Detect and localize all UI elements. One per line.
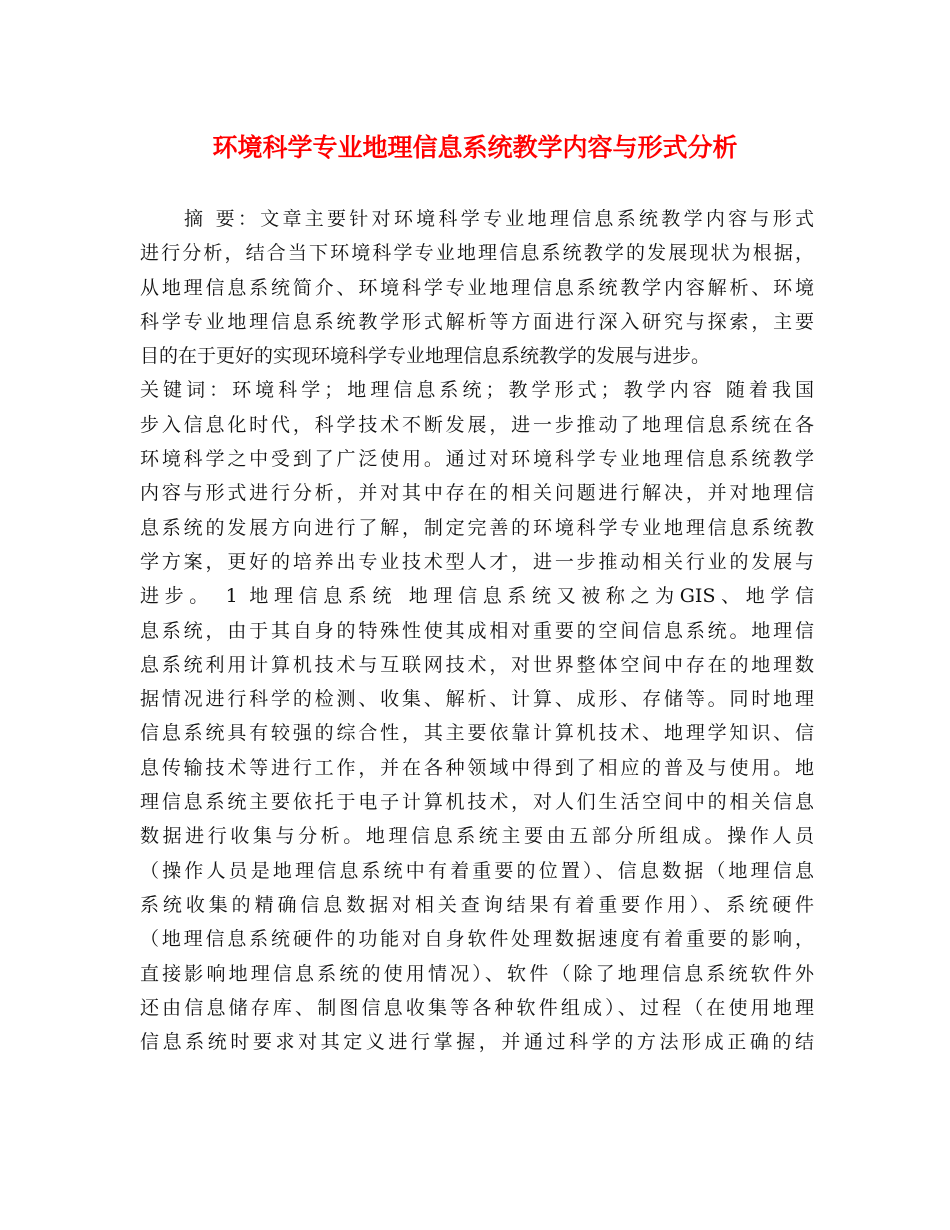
text-line: 还由信息储存库、制图信息收集等各种软件组成）、过程（在使用地理	[140, 996, 814, 1019]
text-line: 内容与形式进行分析，并对其中存在的相关问题进行解决，并对地理信	[140, 482, 814, 505]
text-line: 摘 要：文章主要针对环境科学专业地理信息系统教学内容与形式	[184, 208, 814, 230]
text-line: 进行分析，结合当下环境科学专业地理信息系统教学的发展现状为根据，	[140, 242, 814, 265]
text-line: 据情况进行科学的检测、收集、解析、计算、成形、存储等。同时地理	[140, 688, 814, 711]
text-line: 息传输技术等进行工作，并在各种领域中得到了相应的普及与使用。地	[140, 756, 814, 779]
text-line: 关键词：环境科学；地理信息系统；教学形式；教学内容 随着我国	[140, 379, 814, 402]
text-line: （操作人员是地理信息系统中有着重要的位置）、信息数据（地理信息	[140, 859, 814, 882]
text-line: 息系统的发展方向进行了解，制定完善的环境科学专业地理信息系统教	[140, 516, 814, 539]
text-line: 从地理信息系统简介、环境科学专业地理信息系统教学内容解析、环境	[140, 276, 814, 299]
text-line: 环境科学之中受到了广泛使用。通过对环境科学专业地理信息系统教学	[140, 448, 814, 471]
text-line: 进步。 1 地理信息系统 地理信息系统又被称之为GIS、地学信	[140, 585, 814, 608]
text-line: 直接影响地理信息系统的使用情况）、软件（除了地理信息系统软件外	[140, 962, 814, 985]
text-line: 理信息系统主要依托于电子计算机技术，对人们生活空间中的相关信息	[140, 791, 814, 814]
text-line: 信息系统时要求对其定义进行掌握，并通过科学的方法形成正确的结	[140, 1031, 814, 1054]
text-line: 科学专业地理信息系统教学形式解析等方面进行深入研究与探索，主要	[140, 310, 814, 333]
text-line: 系统收集的精确信息数据对相关查询结果有着重要作用）、系统硬件	[140, 893, 814, 916]
document-title: 环境科学专业地理信息系统教学内容与形式分析	[212, 133, 738, 162]
document-body	[140, 202, 814, 1059]
text-line: 数据进行收集与分析。地理信息系统主要由五部分所组成。操作人员	[140, 825, 814, 848]
text-line: 学方案，更好的培养出专业技术型人才，进一步推动相关行业的发展与	[140, 550, 814, 573]
text-line: 步入信息化时代，科学技术不断发展，进一步推动了地理信息系统在各	[140, 413, 814, 436]
text-line: 息系统利用计算机技术与互联网技术，对世界整体空间中存在的地理数	[140, 653, 814, 676]
text-line: 息系统，由于其自身的特殊性使其成相对重要的空间信息系统。地理信	[140, 619, 814, 642]
text-line: 目的在于更好的实现环境科学专业地理信息系统教学的发展与进步。	[140, 345, 711, 368]
text-line: （地理信息系统硬件的功能对自身软件处理数据速度有着重要的影响，	[140, 928, 814, 951]
text-line: 信息系统具有较强的综合性，其主要依靠计算机技术、地理学知识、信	[140, 722, 814, 745]
